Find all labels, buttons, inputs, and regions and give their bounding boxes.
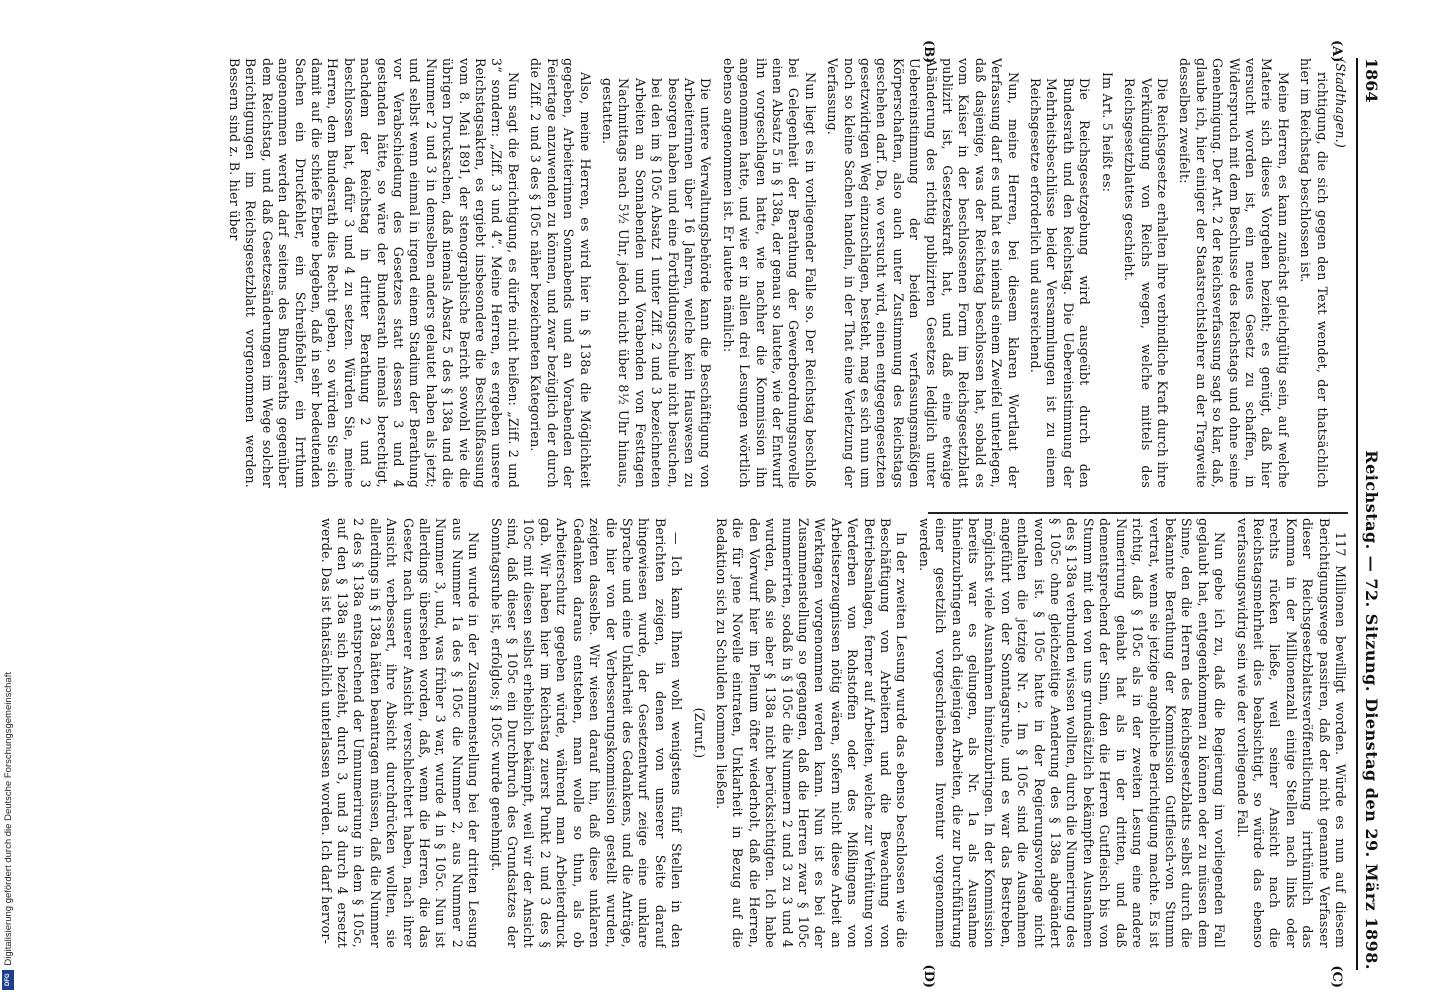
quote-paragraph: Die Reichsgesetzgebung wird ausgeübt durch den Bundesrath und den Reichstag. Die Uebereinstimmung der Mehrheitsbeschlüsse beider Versammlungen ist zu einem Reichsgesetze erforderlich und ausreichend. xyxy=(1028,78,1093,488)
scanned-page-frame xyxy=(18,38,1434,990)
margin-mark-a: (A) xyxy=(1329,40,1344,63)
paragraph: Meine Herren, es kann zunächst gleichgültig sein, auf welche Materie sich dieses Vorgehen bezieht; es genügt, daß hier versucht worden ist, ein neues Gesetz zu schaffen, in Widerspruch mit dem Beschlusse des Reichstags und ohne seine Genehmigung. Der Art. 2 der Reichsverfassung sagt so klar, daß, glaube ich, hier einiger der Staatsrechtslehrer an der Tragweite desselben zweifelt: xyxy=(1177,58,1291,488)
paragraph: Nun gebe ich zu, daß die Regierung im vorliegenden Fall geglaubt hat, entgegenkommen zu können oder zu müssen dem Sinne, den die Herren des Reichsgesetzblatts selbst durch die bekannte Berathung der Kommission Gutfleisch-von Stumm vertrat, wenn sie jetzige angebliche Berichtigung machte. Es ist richtig, daß § 105c als in der zweiten Lesung eine andere Numerirung gehabt hat als in der dritten, und daß dementsprechend der Sinn, den die Herren Gutfleisch bis von Stumm mit den von uns grundsätzlich bekämpften Ausnahmen des § 138a verbunden wissen wollten, durch die Numerirung des § 105c ohne gleichzeitige Aenderung des § 138a abgeändert worden ist. § 105c hatte in der Regierungsvorlage nicht enthalten die jetzige Nr. 2. Im § 105c sind die Ausnahmen angeführt von der Sonntagsruhe, und es war das Bestreben, möglichst viele Ausnahmen hineinzubringen. In der Kommission bereits war es gelungen, als Nr. 1a als Ausnahme hineinzubringen auch diejenigen Arbeiten, die zur Durchführung einer gesetzlich vorgeschriebenen Inventur vorgenommen werden. xyxy=(916,518,1228,948)
page-title: Reichstag. — 72. Sitzung. Dienstag den 29. März 1898. xyxy=(1362,450,1381,970)
attribution-sidebar xyxy=(0,0,16,1000)
quote-paragraph: Die Reichsgesetze erhalten ihre verbindliche Kraft durch ihre Verkündigung von Reichs wegen, welche mittels des Reichsgesetzblattes geschieht. xyxy=(1122,78,1170,488)
scanned-page xyxy=(28,38,1388,990)
column-divider xyxy=(928,512,1348,514)
left-column xyxy=(38,58,1348,488)
paragraph: 117 Millionen bewilligt worden. Würde es nun auf diesem Berichtigungswege passiren, daß der nicht genannte Verfasser dieser Reichsgesetzblattsveröffentlichung irrthümlich das Komma in der Millionenzahl einige Stellen nach links oder rechts rücken ließe, weil seiner Ansicht nach die Reichstagsmehrheit dies beabsichtigt, so würde das ebenso verfassungswidrig sein wie der vorliegende Fall. xyxy=(1234,518,1348,948)
paragraph: Nun liegt es in vorliegender Falle so. Der Reichstag beschloß bei Gelegenheit der Berathung der Gewerbeordnungsnovelle einen Absatz 5 in § 138a, der genau so lautete, wie der Entwurf ihn vorgeschlagen hatte, wie nachher die Kommission ihn angenommen hatte, und wie er in allen drei Lesungen wörtlich ebenso angenommen ist. Er lautete nämlich: xyxy=(720,58,818,488)
paragraph: Also, meine Herren, es wird hier in § 138a die Möglichkeit gegeben, Arbeiterinnen Sonnabends und an Vorabenden der Feiertage anzuwenden zu können, und zwar bezüglich der durch die Ziff. 2 und 3 des § 105c näher bezeichneten Kategorien. xyxy=(528,58,593,488)
margin-mark-b: (B) xyxy=(921,40,936,64)
dfg-logo: DFG xyxy=(2,970,14,990)
margin-mark-c: (C) xyxy=(1329,965,1344,988)
speaker-label: (Stadthagen.) xyxy=(1333,58,1348,148)
paragraph: — Ich kann Ihnen wohl wenigstens fünf Stellen in den Berichten zeigen, in denen von unserer Seite darauf hingewiesen wurde, der Gesetzentwurf zeige eine unklare Sprache und eine Unklarheit des Gedankens, und die Anträge, die hier von der Verbesserungskommission gestellt wurden, zeigten dasselbe. Wir wiesen darauf hin, daß diese unklaren Gedanken daraus entstehen, man wolle so thun, als ob Arbeiterschutz gegeben würde, während man Arbeiterdruck gab. Wir haben hier im Reichstag zuerst Punkt 2 und 3 des § 105c mit diesen selbst erheblich bekämpft, weil wir der Ansicht sind, daß dieser § 105c ein Durchbruch des Grundsatzes der Sonntagsruhe ist, erfolglos; § 105c wurde genehmigt. xyxy=(488,518,685,948)
paragraph: Nun wurde in der Zusammenstellung bei der dritten Lesung aus Nummer 1a des § 105c die Nummer 2, aus Nummer 2 Nummer 3, und, was früher 3 war, wurde 4 in § 105c. Nun ist allerdings übersehen worden, daß, wenn die Herren, die das Gesetz nach unserer Ansicht verschlechtert haben, nach ihrer Ansicht verbessert, ihre Absicht durchdrücken wollten, sie allerdings in § 138a hätten beantragen müssen, daß die Nummer 2 des § 138a entsprechend der Umnumerirung in dem § 105c, auf den § 138a sich bezieht, durch 3, und 3 durch 4 ersetzt werde. Das ist thatsächlich unterlassen worden. Ich darf hervor- xyxy=(318,518,482,948)
attribution-text: Digitalisierung gefördert durch die Deutsche Forschungsgemeinschaft xyxy=(2,672,14,966)
page-number: 1864 xyxy=(1362,58,1381,103)
paragraph: Nun, meine Herren, bei diesem klaren Wortlaut der Verfassung darf es und hat es niemals einem Zweifel unterlegen, daß dasjenige, was der Reichstag beschlossen hat, sobald es vom Kaiser in der beschlossenen Form im Reichsgesetzblatt publizirt ist, Gesetzeskraft hat, und daß eine etwaige Abänderung des richtig publizirten Gesetzes lediglich unter Uebereinstimmung der beiden verfassungsmäßigen Körperschaften, also auch unter Zustimmung des Reichstags geschehen darf. Da, wo versucht wird, einen entgegengesetzten gesetzwidrigen Weg einzuschlagen, besteht, mag es sich nun um noch so kleine Sachen handeln, in der That eine Verletzung der Verfassung. xyxy=(825,58,1021,488)
header-rule xyxy=(1356,58,1358,970)
margin-mark-d: (D) xyxy=(921,964,936,988)
quote-paragraph: Die untere Verwaltungsbehörde kann die Beschäftigung von Arbeiterinnen über 16 Jahren, welche kein Hauswesen zu besorgen haben und eine Fortbildungsschule nicht besuchen, bei den im § 105c Absatz 1 unter Ziff. 2 und 3 bezeichneten Arbeiten an Sonnabenden und Vorabenden von Festtagen Nachmittags nach 5½ Uhr, jedoch nicht über 8½ Uhr hinaus, gestatten. xyxy=(599,78,714,488)
interjection: (Zuruf.) xyxy=(691,707,707,759)
paragraph: In der zweiten Lesung wurde das ebenso beschlossen wie die Beschäftigung von Arbeitern und die Bewachung von Betriebsanlagen, ferner auf Arbeiten, welche zur Verhütung von Verderben von Rohstoffen oder des Mißlingens von Arbeitserzeugnissen nötig wären, sofern nicht diese Arbeit an Werktagen vorgenommen werden kann. Nun ist es bei der Zusammenstellung so gegangen, daß die Herren zwar § 105c nummerirten, sodaß in § 105c die Nummern 2 und 3 zu 3 und 4 wurden, daß sie aber § 138a nicht berücksichtigten. Ich habe den Vorwurf hier im Plenum öfter wiederholt, daß die Herren, die für jene Novelle eintraten, Unklarheit in Bezug auf die Redaktion sich zu Schulden kommen ließen. xyxy=(713,518,910,948)
paragraph: richtigung, die sich gegen den Text wendet, der thatsächlich hier im Reichstag beschlossen ist. xyxy=(1298,58,1330,488)
page-header xyxy=(1362,58,1388,970)
right-column xyxy=(38,518,1348,948)
paragraph: Nun sagt die Berichtigung, es dürfe nicht heißen: „Ziff. 2 und 3“ sondern: „Ziff. 3 und 4“. Meine Herren, es ergeben unsere Reichstagsakten, es ergiebt insbesondere die Beschlußfassung vom 8. Mai 1891, der stenographische Bericht sowohl wie die übrigen Drucksachen, daß niemals Absatz 5 des § 138a und die Nummer 2 und 3 in demselben anders gelautet haben als jetzt; und selbst wenn einmal in irgend einem Stadium der Berathung vor Verabschiedung des Gesetzes statt dessen 3 und 4 gestanden hätte, so wäre der Bundesrath niemals berechtigt, nachdem der Reichstag in dritter Berathung 2 und 3 beschlossen hat, dafür 3 und 4 zu setzen. Würden Sie, meine Herren, dem Bundesrath dies Recht geben, so würden Sie sich damit auf die schiefe Ebene begeben, daß in sehr bedeutenden Sachen ein Druckfehler, ein Schreibfehler, ein Irrthum angenommen werden darf seitens des Bundesraths gegenüber dem Reichstag, und daß Gesetzesänderungen im Wege solcher Berichtigungen im Reichsgesetzblatt vorgenommen werden. Bessern sind z. B. hier über xyxy=(227,58,521,488)
paragraph: Im Art. 5 heißt es: xyxy=(1099,72,1115,193)
